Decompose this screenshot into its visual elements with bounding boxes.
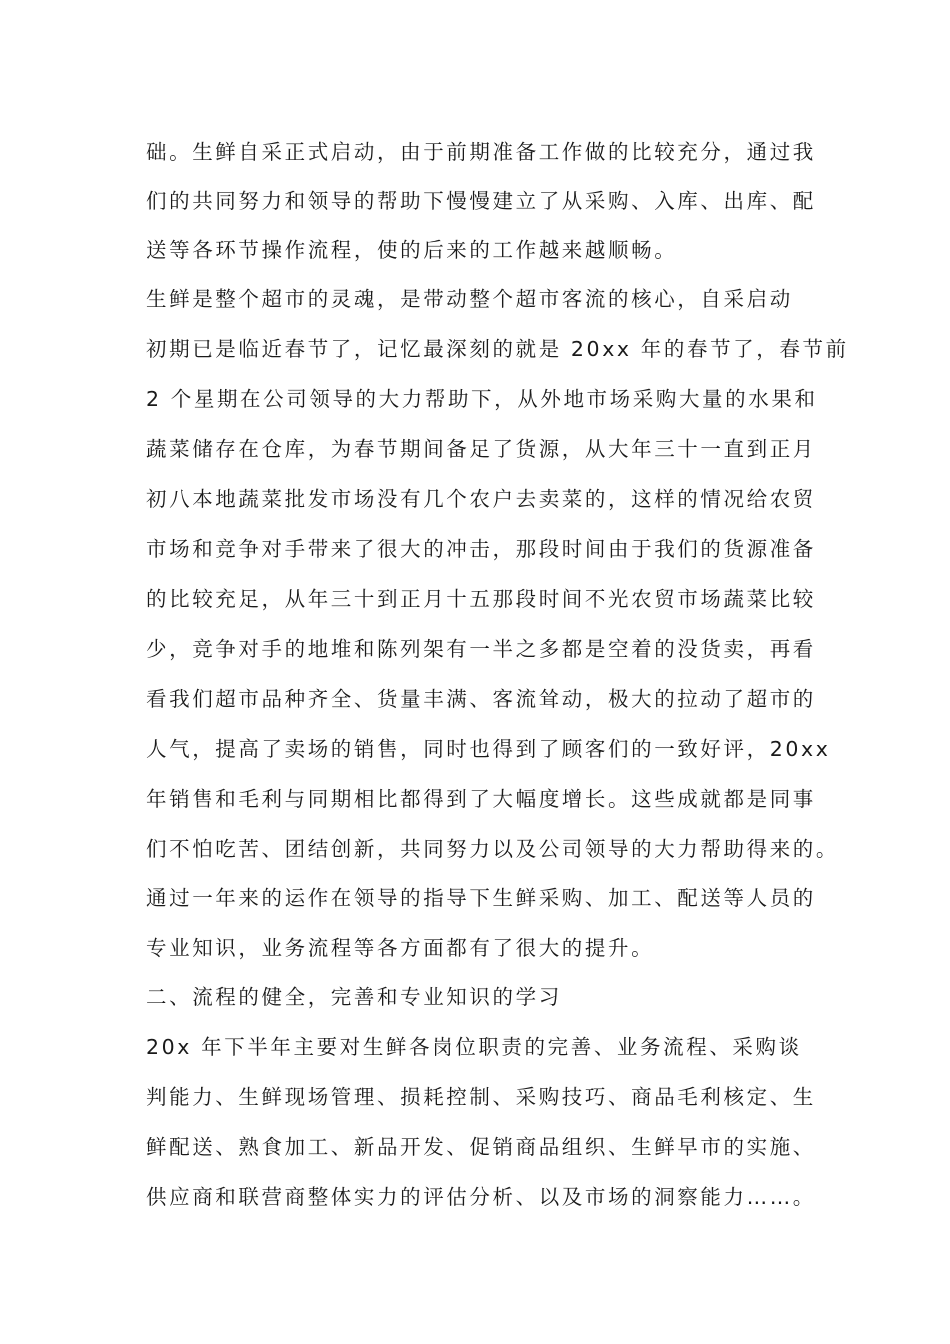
text-line-5: 初期已是临近春节了，记忆最深刻的就是 20xx 年的春节了，春节前	[146, 337, 849, 361]
text-line-4: 生鲜是整个超市的灵魂，是带动整个超市客流的核心，自采启动	[146, 287, 793, 311]
text-line-15: 们不怕吃苦、团结创新，共同努力以及公司领导的大力帮助得来的。	[146, 837, 839, 861]
section-heading: 二、流程的健全，完善和专业知识的学习	[146, 985, 562, 1009]
text-line-16: 通过一年来的运作在领导的指导下生鲜采购、加工、配送等人员的	[146, 886, 816, 910]
text-line-17: 专业知识，业务流程等各方面都有了很大的提升。	[146, 936, 655, 960]
text-line-13: 人气，提高了卖场的销售，同时也得到了顾客们的一致好评，20xx	[146, 737, 831, 761]
text-line-2: 们的共同努力和领导的帮助下慢慢建立了从采购、入库、出库、配	[146, 189, 816, 213]
text-line-7: 蔬菜储存在仓库，为春节期间备足了货源，从大年三十一直到正月	[146, 437, 816, 461]
text-line-21: 鲜配送、熟食加工、新品开发、促销商品组织、生鲜早市的实施、	[146, 1135, 816, 1159]
text-line-9: 市场和竞争对手带来了很大的冲击，那段时间由于我们的货源准备	[146, 537, 816, 561]
text-line-11: 少，竞争对手的地堆和陈列架有一半之多都是空着的没货卖，再看	[146, 637, 816, 661]
text-line-1: 础。生鲜自采正式启动，由于前期准备工作做的比较充分，通过我	[146, 140, 816, 164]
text-line-8: 初八本地蔬菜批发市场没有几个农户去卖菜的，这样的情况给农贸	[146, 487, 816, 511]
text-line-22: 供应商和联营商整体实力的评估分析、以及市场的洞察能力……。	[146, 1185, 816, 1209]
text-line-3: 送等各环节操作流程，使的后来的工作越来越顺畅。	[146, 238, 678, 262]
text-line-20: 判能力、生鲜现场管理、损耗控制、采购技巧、商品毛利核定、生	[146, 1085, 816, 1109]
text-line-10: 的比较充足，从年三十到正月十五那段时间不光农贸市场蔬菜比较	[146, 587, 816, 611]
text-line-14: 年销售和毛利与同期相比都得到了大幅度增长。这些成就都是同事	[146, 787, 816, 811]
text-line-12: 看我们超市品种齐全、货量丰满、客流耸动，极大的拉动了超市的	[146, 687, 816, 711]
text-line-6: 2 个星期在公司领导的大力帮助下，从外地市场采购大量的水果和	[146, 387, 818, 411]
text-line-19: 20x 年下半年主要对生鲜各岗位职责的完善、业务流程、采购谈	[146, 1035, 802, 1059]
